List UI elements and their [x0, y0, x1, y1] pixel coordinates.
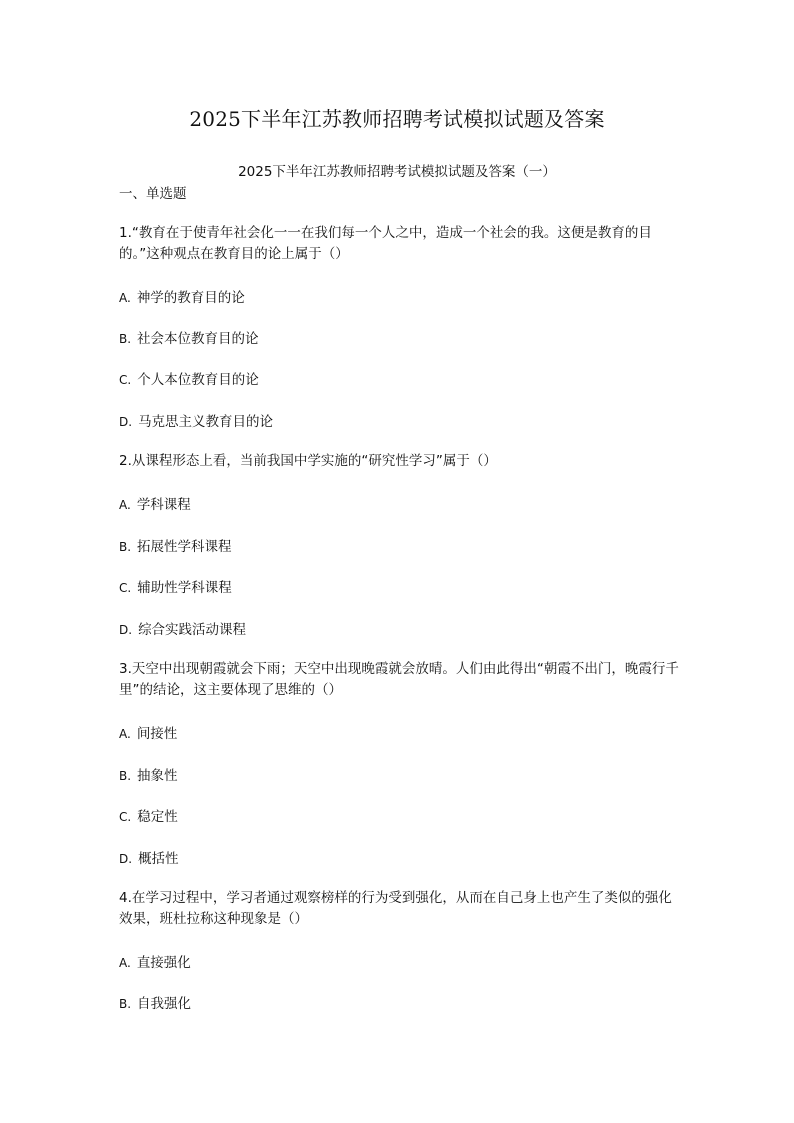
- question-3-option-a: [119, 722, 177, 742]
- option-letter: D.: [119, 852, 133, 866]
- question-2-option-b: [119, 535, 232, 555]
- option-text: 直接强化: [136, 955, 191, 971]
- option-letter: A.: [119, 291, 131, 305]
- option-text: 综合实践活动课程: [138, 622, 247, 638]
- question-4-text: 4.在学习过程中，学习者通过观察榜样的行为受到强化，从而在自己身上也产生了类似的强化效果，班杜拉称这种现象是（）: [119, 890, 672, 927]
- question-4-option-b: [119, 992, 191, 1012]
- question-3-text: 3.天空中出现朝霞就会下雨；天空中出现晚霞就会放晴。人们由此得出“朝霞不出门，晚霞行千里”的结论，这主要体现了思维的（）: [119, 661, 679, 698]
- question-1-option-c: [119, 368, 259, 388]
- option-text: 自我强化: [137, 996, 192, 1012]
- question-1-text: 1.“教育在于使青年社会化一一在我们每一个人之中，造成一个社会的我。这便是教育的目的。”这种观点在教育目的论上属于（）: [119, 225, 652, 262]
- question-2-text: 2.从课程形态上看，当前我国中学实施的“研究性学习”属于（）: [119, 453, 497, 469]
- option-text: 个人本位教育目的论: [137, 372, 259, 388]
- option-letter: D.: [119, 415, 133, 429]
- question-3-option-b: [119, 764, 178, 784]
- option-text: 拓展性学科课程: [137, 539, 232, 555]
- option-text: 社会本位教育目的论: [137, 331, 259, 347]
- option-text: 概括性: [138, 851, 179, 867]
- option-letter: C.: [119, 373, 132, 387]
- option-letter: B.: [119, 332, 132, 346]
- question-1-option-d: [119, 410, 273, 430]
- page-title: 2025下半年江苏教师招聘考试模拟试题及答案: [189, 107, 605, 131]
- option-letter: C.: [119, 581, 132, 595]
- question-2-option-d: [119, 618, 246, 638]
- question-1-option-a: [119, 286, 245, 306]
- question-2-option-c: [119, 576, 232, 596]
- option-letter: C.: [119, 810, 132, 824]
- option-letter: B.: [119, 769, 132, 783]
- option-letter: A.: [119, 727, 131, 741]
- option-text: 马克思主义教育目的论: [138, 414, 274, 430]
- option-text: 辅助性学科课程: [137, 580, 232, 596]
- question-2-option-a: [119, 493, 191, 513]
- option-letter: B.: [119, 997, 132, 1011]
- option-text: 间接性: [136, 726, 178, 742]
- option-letter: A.: [119, 956, 131, 970]
- option-text: 学科课程: [136, 497, 191, 513]
- question-4-option-a: [119, 951, 191, 971]
- question-3-option-c: [119, 805, 178, 825]
- question-1-option-b: [119, 327, 259, 347]
- option-text: 神学的教育目的论: [136, 290, 245, 306]
- option-letter: B.: [119, 540, 132, 554]
- section-heading: 一、单选题: [119, 186, 187, 202]
- option-letter: A.: [119, 498, 131, 512]
- option-letter: D.: [119, 623, 133, 637]
- option-text: 抽象性: [137, 768, 178, 784]
- option-text: 稳定性: [137, 809, 178, 825]
- document-subtitle: 2025下半年江苏教师招聘考试模拟试题及答案（一）: [238, 164, 556, 180]
- question-3-option-d: [119, 847, 179, 867]
